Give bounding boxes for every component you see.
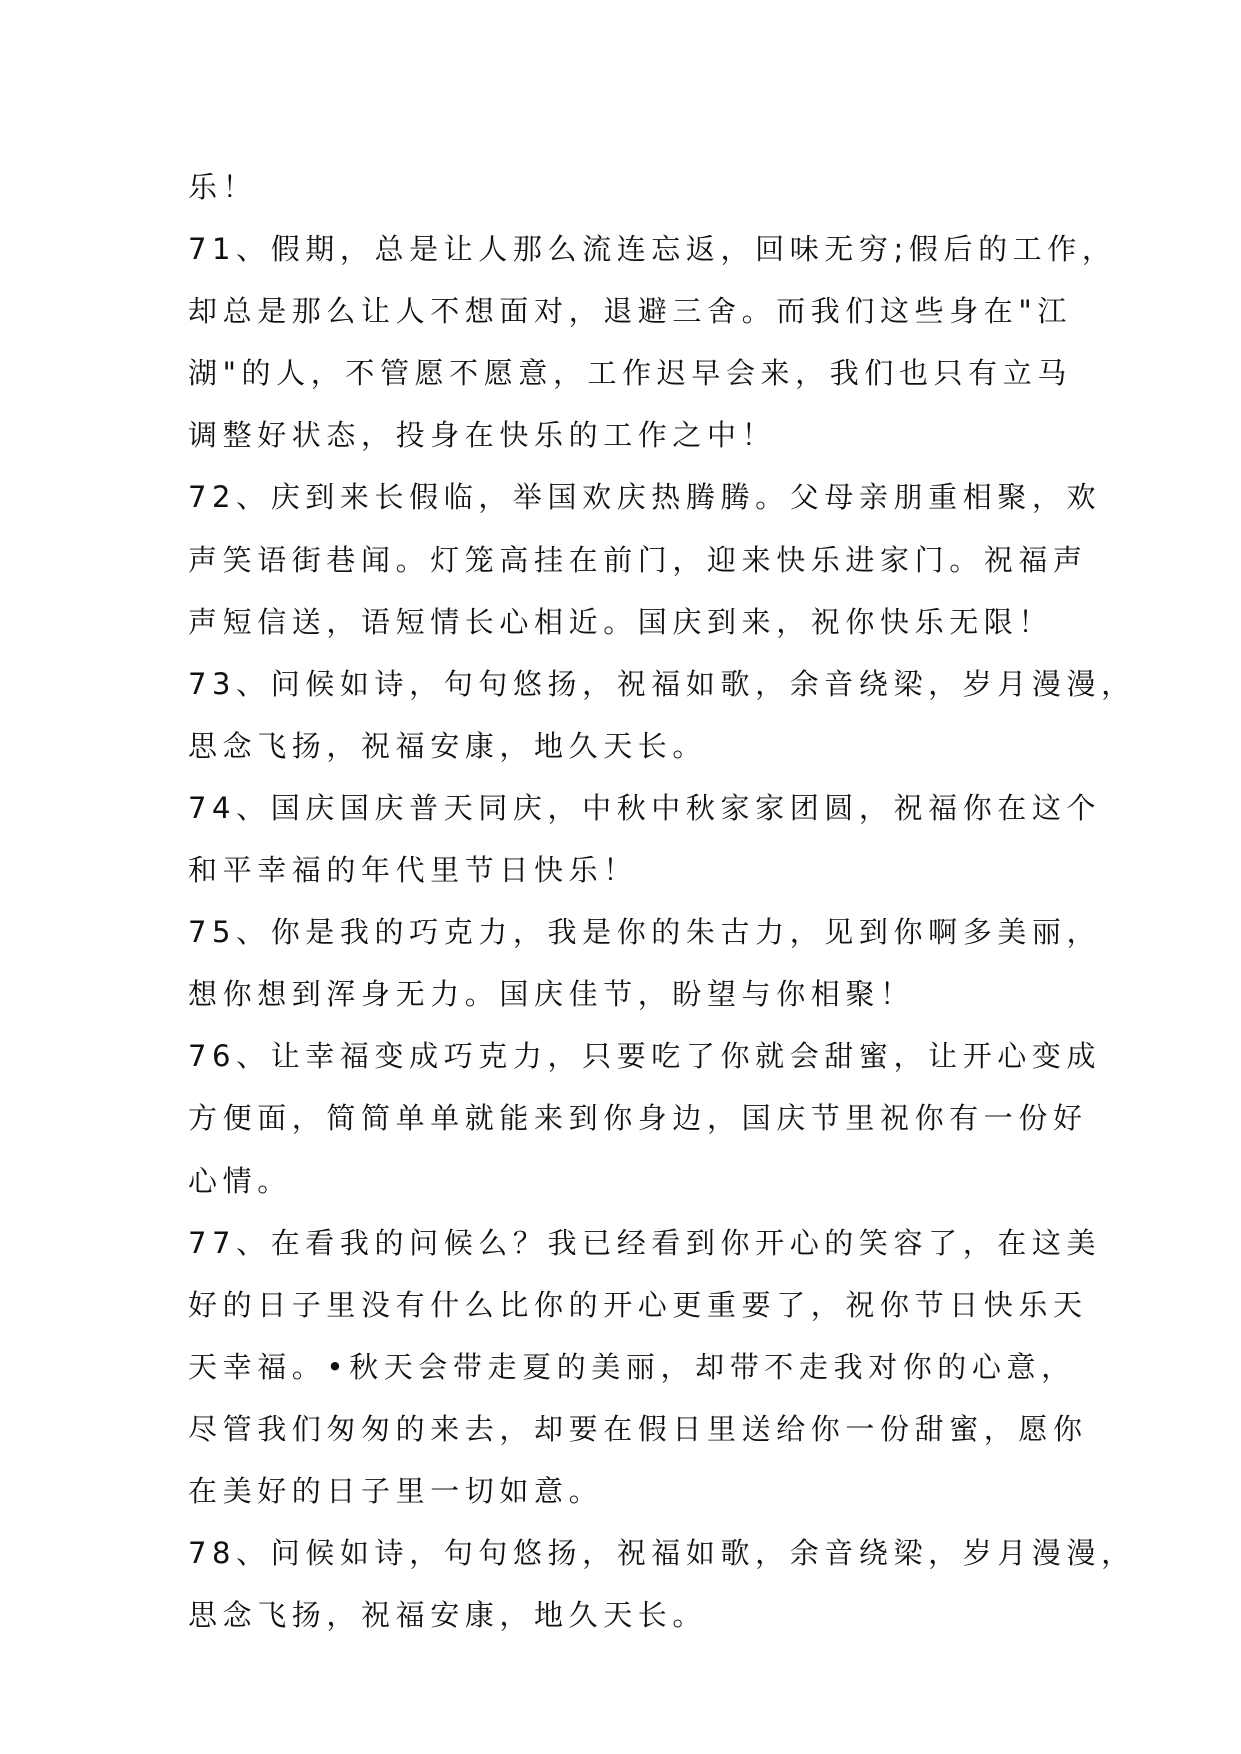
text-line: 和平幸福的年代里节日快乐！ [188, 853, 638, 888]
body-text [188, 156, 1136, 1646]
text-line: 71、假期，总是让人那么流连忘返，回味无穷;假后的工作， [188, 232, 1117, 267]
text-line: 76、让幸福变成巧克力，只要吃了你就会甜蜜，让开心变成 [188, 1039, 1102, 1074]
text-line: 却总是那么让人不想面对，退避三舍。而我们这些身在"江 [188, 294, 1072, 329]
text-line: 湖"的人，不管愿不愿意，工作迟早会来，我们也只有立马 [188, 356, 1072, 391]
text-line: 思念飞扬，祝福安康，地久天长。 [188, 728, 708, 763]
text-line: 75、你是我的巧克力，我是你的朱古力，见到你啊多美丽， [188, 915, 1102, 950]
text-line: 乐！ [188, 170, 258, 204]
text-line: 74、国庆国庆普天同庆，中秋中秋家家团圆，祝福你在这个 [188, 790, 1102, 825]
text-line: 73、问候如诗，句句悠扬，祝福如歌，余音绕梁，岁月漫漫， [188, 666, 1136, 701]
text-line: 78、问候如诗，句句悠扬，祝福如歌，余音绕梁，岁月漫漫， [188, 1536, 1136, 1571]
text-line: 声短信送，语短情长心相近。国庆到来，祝你快乐无限！ [188, 604, 1054, 639]
text-line: 在美好的日子里一切如意。 [188, 1473, 604, 1508]
text-line: 调整好状态，投身在快乐的工作之中！ [188, 418, 777, 453]
text-line: 心情。 [188, 1163, 292, 1198]
text-line: 想你想到浑身无力。国庆佳节，盼望与你相聚！ [188, 977, 915, 1012]
text-line: 好的日子里没有什么比你的开心更重要了，祝你节日快乐天 [188, 1287, 1088, 1322]
text-line: 方便面，简简单单就能来到你身边，国庆节里祝你有一份好 [188, 1101, 1088, 1136]
text-line: 72、庆到来长假临，举国欢庆热腾腾。父母亲朋重相聚，欢 [188, 480, 1102, 515]
text-line: 77、在看我的问候么？我已经看到你开心的笑容了，在这美 [188, 1225, 1102, 1260]
text-line: 尽管我们匆匆的来去，却要在假日里送给你一份甜蜜，愿你 [188, 1411, 1088, 1446]
text-line: 思念飞扬，祝福安康，地久天长。 [188, 1598, 708, 1633]
text-line: 天幸福。•秋天会带走夏的美丽，却带不走我对你的心意， [188, 1349, 1076, 1384]
text-line: 声笑语街巷闻。灯笼高挂在前门，迎来快乐进家门。祝福声 [188, 542, 1088, 577]
